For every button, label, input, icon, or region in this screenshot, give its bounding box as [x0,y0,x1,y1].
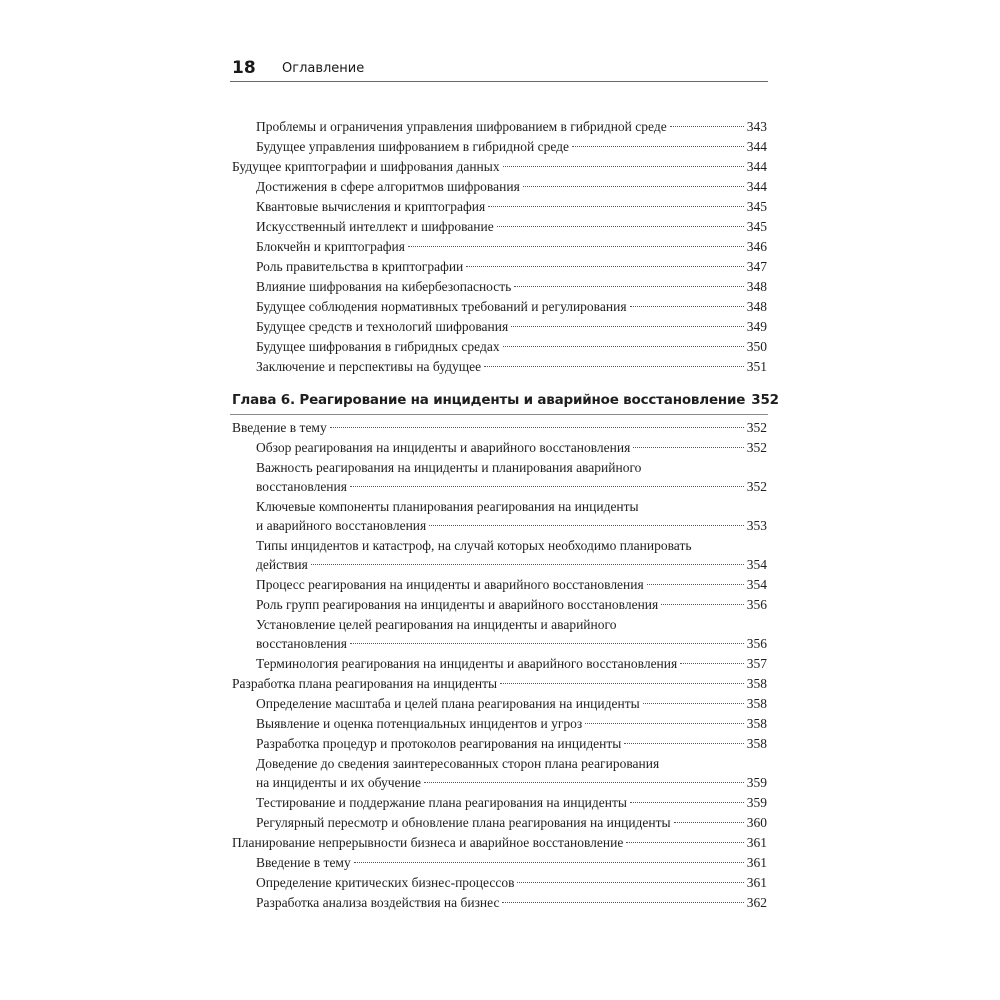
toc-page-number: 356 [746,597,767,612]
toc-subsection-entry [232,595,767,614]
toc-page-number: 348 [746,299,767,314]
dot-leader [643,702,744,704]
toc-section-entry [232,833,767,852]
dot-leader [523,185,744,187]
dot-leader [500,682,744,684]
toc-page-number: 346 [746,239,767,254]
toc-subsection-entry [232,177,767,196]
toc-page-number: 344 [746,159,767,174]
toc-page-number: 358 [746,736,767,751]
dot-leader [674,821,744,823]
toc-entry-text: Терминология реагирования на инциденты и аварийного восстановления [256,656,678,671]
toc-entry-text: Будущее управления шифрованием в гибридной среде [256,139,569,154]
dot-leader [484,365,744,367]
toc-page-number: 356 [746,636,767,651]
toc-subsection-entry [232,714,767,733]
toc-subsection-entry [232,754,767,792]
dot-leader [633,446,743,448]
toc-entry-text: Проблемы и ограничения управления шифрованием в гибридной среде [256,119,667,134]
toc-page-number: 353 [746,518,767,533]
toc-entry-text: Глава 6. Реагирование на инциденты и аварийное восстановление [232,392,746,408]
dot-leader [630,801,744,803]
toc-page-number: 345 [746,219,767,234]
dot-leader [350,485,744,487]
toc-entry-text: Искусственный интеллект и шифрование [256,219,494,234]
toc-section-entry [232,674,767,693]
toc-page-number: 343 [746,119,767,134]
toc-page-number: 359 [746,795,767,810]
dot-leader [517,881,743,883]
toc-subsection-entry [232,893,767,912]
toc-page-number: 348 [746,279,767,294]
toc-subsection-entry [232,654,767,673]
toc-page-number: 349 [746,319,767,334]
toc-page-number: 344 [746,179,767,194]
toc-entry-text: Роль групп реагирования на инциденты и аварийного восстановления [256,597,659,612]
dot-leader [488,205,744,207]
toc-page-number: 352 [751,392,779,408]
dot-leader [502,901,743,903]
toc-page-number: 344 [746,139,767,154]
toc-entry-text: Установление целей реагирования на инциденты и аварийного [256,617,617,632]
toc-entry-text: Важность реагирования на инциденты и планирования аварийного [256,460,642,475]
toc-entry-text: восстановления [256,479,347,494]
running-title: Оглавление [282,61,365,76]
chapter-divider [230,414,768,415]
toc-entry-text: Планирование непрерывности бизнеса и аварийное восстановление [232,835,624,850]
toc-page-number: 350 [746,339,767,354]
toc-subsection-entry [232,137,767,156]
dot-leader [466,265,743,267]
toc-entry-text: Будущее соблюдения нормативных требований и регулирования [256,299,627,314]
toc-page-number: 352 [746,440,767,455]
toc-entry-text: Типы инцидентов и катастроф, на случай которых необходимо планировать [256,538,692,553]
toc-page-number: 351 [746,359,767,374]
toc-entry-text: Будущее шифрования в гибридных средах [256,339,500,354]
dot-leader [626,841,743,843]
toc-page-number: 359 [746,775,767,790]
dot-leader [624,742,743,744]
toc-entry-text: действия [256,557,308,572]
dot-leader [514,285,743,287]
toc-subsection-entry [232,357,767,376]
toc-page-number: 347 [746,259,767,274]
toc-entry-text: Тестирование и поддержание плана реагирования на инциденты [256,795,627,810]
dot-leader [311,563,744,565]
toc-entry-text: Будущее криптографии и шифрования данных [232,159,500,174]
toc-chapter-entry [232,390,779,410]
dot-leader [511,325,744,327]
dot-leader [647,583,744,585]
dot-leader [350,642,744,644]
toc-entry-text: Роль правительства в криптографии [256,259,464,274]
toc-subsection-entry [232,575,767,594]
toc-subsection-entry [232,217,767,236]
toc-entry-text: и аварийного восстановления [256,518,427,533]
toc-page-number: 354 [746,557,767,572]
dot-leader [497,225,744,227]
toc-page-number: 358 [746,696,767,711]
toc-subsection-entry [232,237,767,256]
dot-leader [424,781,744,783]
toc-entry-text: Обзор реагирования на инциденты и аварийного восстановления [256,440,631,455]
dot-leader [585,722,744,724]
page-number: 18 [232,58,256,78]
toc-entry-text: Разработка анализа воздействия на бизнес [256,895,500,910]
toc-page-number: 352 [746,420,767,435]
toc-page-number: 358 [746,676,767,691]
dot-leader [408,245,744,247]
toc-subsection-entry [232,497,767,535]
toc-entry-text: Заключение и перспективы на будущее [256,359,482,374]
dot-leader [670,125,744,127]
toc-entry-text: на инциденты и их обучение [256,775,421,790]
toc-entry-text: восстановления [256,636,347,651]
dot-leader [661,603,744,605]
toc-subsection-entry [232,277,767,296]
toc-entry-text: Разработка плана реагирования на инциденты [232,676,498,691]
dot-leader [330,426,744,428]
toc-subsection-entry [232,734,767,753]
dot-leader [354,861,744,863]
toc-subsection-entry [232,813,767,832]
toc-subsection-entry [232,337,767,356]
toc-section-entry [232,418,767,437]
toc-subsection-entry [232,793,767,812]
toc-subsection-entry [232,197,767,216]
toc-subsection-entry [232,117,767,136]
toc-entry-text: Доведение до сведения заинтересованных сторон плана реагирования [256,756,660,771]
toc-page-number: 352 [746,479,767,494]
toc-subsection-entry [232,615,767,653]
toc-entry-text: Достижения в сфере алгоритмов шифрования [256,179,520,194]
toc-entry-text: Определение масштаба и целей плана реагирования на инциденты [256,696,640,711]
dot-leader [429,524,744,526]
toc-entry-text: Выявление и оценка потенциальных инцидентов и угроз [256,716,583,731]
toc-subsection-entry [232,458,767,496]
toc-entry-text: Разработка процедур и протоколов реагирования на инциденты [256,736,622,751]
toc-subsection-entry [232,297,767,316]
toc-entry-text: Введение в тему [256,855,351,870]
toc-subsection-entry [232,317,767,336]
toc-entry-text: Будущее средств и технологий шифрования [256,319,509,334]
dot-leader [572,145,744,147]
toc-entry-text: Влияние шифрования на кибербезопасность [256,279,512,294]
toc-entry-text: Введение в тему [232,420,327,435]
toc-entry-text: Ключевые компоненты планирования реагирования на инциденты [256,499,639,514]
toc-subsection-entry [232,536,767,574]
toc-entry-text: Определение критических бизнес-процессов [256,875,515,890]
toc-page-number: 357 [746,656,767,671]
toc-subsection-entry [232,438,767,457]
dot-leader [503,165,744,167]
toc-subsection-entry [232,694,767,713]
toc-subsection-entry [232,257,767,276]
toc-entry-text: Регулярный пересмотр и обновление плана реагирования на инциденты [256,815,671,830]
dot-leader [630,305,744,307]
toc-page-number: 361 [746,875,767,890]
toc-page-number: 362 [746,895,767,910]
toc-entry-text: Процесс реагирования на инциденты и аварийного восстановления [256,577,644,592]
dot-leader [503,345,744,347]
toc-page-number: 354 [746,577,767,592]
toc-subsection-entry [232,853,767,872]
dot-leader [680,662,744,664]
toc-page-number: 358 [746,716,767,731]
toc-subsection-entry [232,873,767,892]
toc-page-number: 360 [746,815,767,830]
toc-entry-text: Квантовые вычисления и криптография [256,199,486,214]
toc-page-number: 361 [746,835,767,850]
toc-entry-text: Блокчейн и криптография [256,239,405,254]
toc-page-number: 345 [746,199,767,214]
toc-page-number: 361 [746,855,767,870]
toc-section-entry [232,157,767,176]
